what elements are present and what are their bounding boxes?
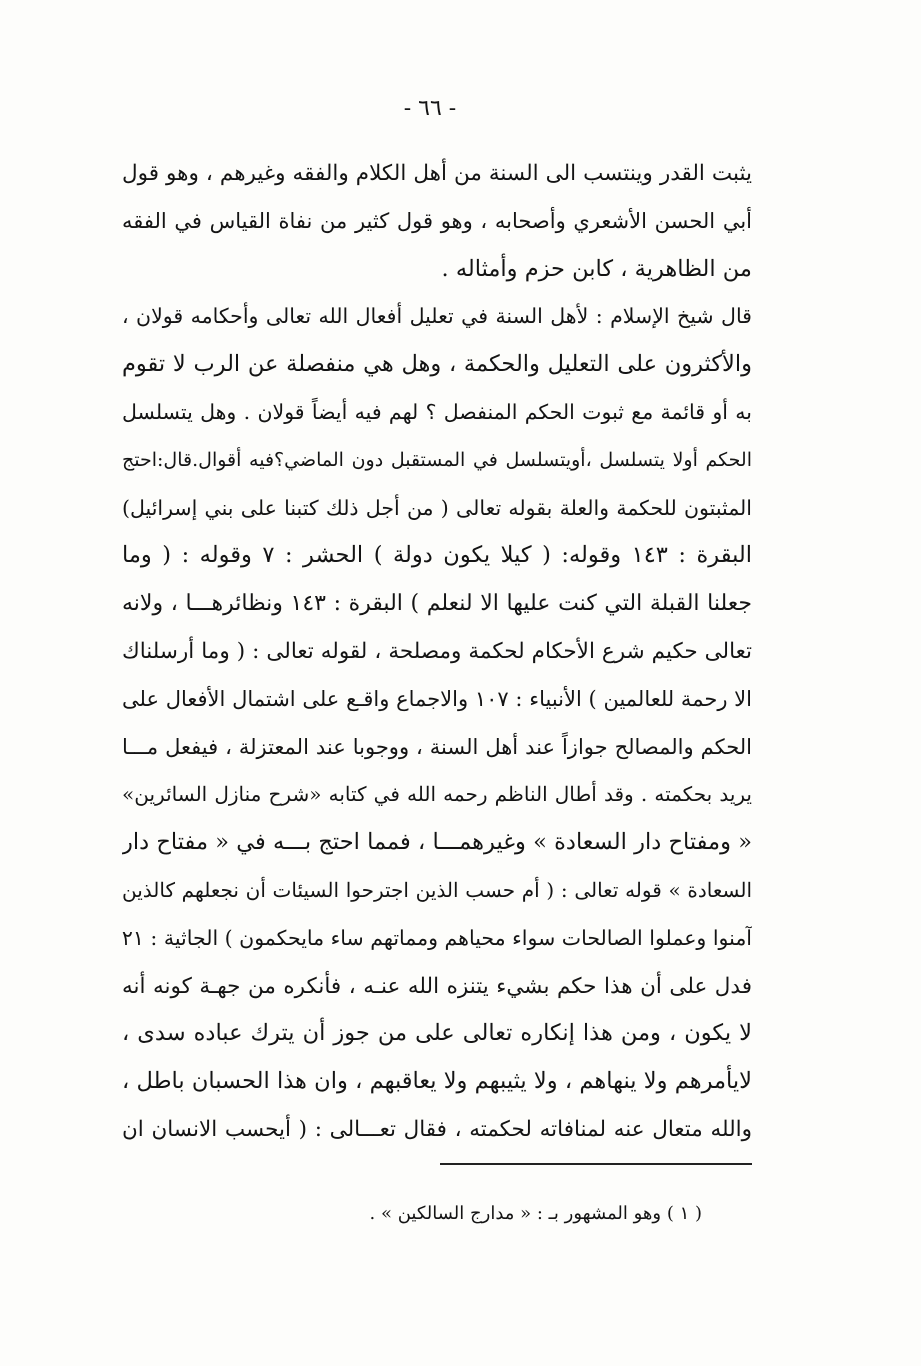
footnote: ( ١ ) وهو المشهور بـ : « مدارج السالكين » . bbox=[369, 1203, 702, 1224]
text-line: الحكم والمصالح جوازاً عند أهل السنة ، ووجوبا عند المعتزلة ، فيفعل مـــا bbox=[122, 734, 752, 759]
page-number: - ٦٦ - bbox=[403, 96, 457, 121]
text-line: السعادة » قوله تعالى : ( أم حسب الذين اجترحوا السيئات أن نجعلهم كالذين bbox=[122, 877, 752, 902]
text-line: لايأمرهم ولا ينهاهم ، ولا يثيبهم ولا يعاقبهم ، وان هذا الحسبان باطل ، bbox=[122, 1068, 752, 1095]
text-line: آمنوا وعملوا الصالحات سواء محياهم ومماتهم ساء مايحكمون ) الجاثية : ٢١ bbox=[122, 925, 752, 950]
text-line: المثبتون للحكمة والعلة بقوله تعالى ( من أجل ذلك كتبنا على بني إسرائيل) bbox=[122, 495, 752, 520]
footnote-divider bbox=[440, 1163, 752, 1165]
text-line: لا يكون ، ومن هذا إنكاره تعالى على من جوز أن يترك عباده سدى ، bbox=[122, 1020, 752, 1047]
text-line: « ومفتاح دار السعادة » وغيرهمـــا ، فمما احتج بـــه في « مفتاح دار bbox=[122, 829, 752, 856]
text-line: الحكم أولا يتسلسل ،أويتسلسل في المستقبل دون الماضي؟فيه أقوال.قال:احتج bbox=[122, 448, 752, 471]
text-line: الا رحمة للعالمين ) الأنبياء : ١٠٧ والاجماع واقـع على اشتمال الأفعال على bbox=[122, 686, 752, 711]
text-line: والأكثرون على التعليل والحكمة ، وهل هي منفصلة عن الرب لا تقوم bbox=[122, 351, 752, 378]
text-line: يثبت القدر وينتسب الى السنة من أهل الكلام والفقه وغيرهم ، وهو قول bbox=[122, 161, 752, 186]
text-line: من الظاهرية ، كابن حزم وأمثاله . bbox=[441, 255, 752, 282]
text-line: جعلنا القبلة التي كنت عليها الا لنعلم ) البقرة : ١٤٣ ونظائرهـــا ، ولانه bbox=[122, 591, 752, 617]
body-text bbox=[122, 150, 752, 1154]
text-line: أبي الحسن الأشعري وأصحابه ، وهو قول كثير من نفاة القياس في الفقه bbox=[122, 208, 752, 233]
text-line: والله متعال عنه لمنافاته لحكمته ، فقال تعـــالى : ( أيحسب الانسان ان bbox=[122, 1116, 752, 1142]
text-line: تعالى حكيم شرع الأحكام لحكمة ومصلحة ، لقوله تعالى : ( وما أرسلناك bbox=[122, 638, 752, 664]
text-line: البقرة : ١٤٣ وقوله: ( كيلا يكون دولة ) الحشر : ٧ وقوله : ( وما bbox=[122, 542, 752, 569]
text-line: به أو قائمة مع ثبوت الحكم المنفصل ؟ لهم فيه أيضاً قولان . وهل يتسلسل bbox=[122, 399, 752, 424]
text-line: فدل على أن هذا حكم بشيء يتنزه الله عنـه ، فأنكره من جهـة كونه أنه bbox=[122, 973, 752, 999]
text-line: يريد بحكمته . وقد أطال الناظم رحمه الله في كتابه «شرح منازل السائرين» bbox=[122, 782, 752, 807]
text-line: قال شيخ الإسلام : لأهل السنة في تعليل أفعال الله تعالى وأحكامه قولان ، bbox=[122, 304, 752, 329]
